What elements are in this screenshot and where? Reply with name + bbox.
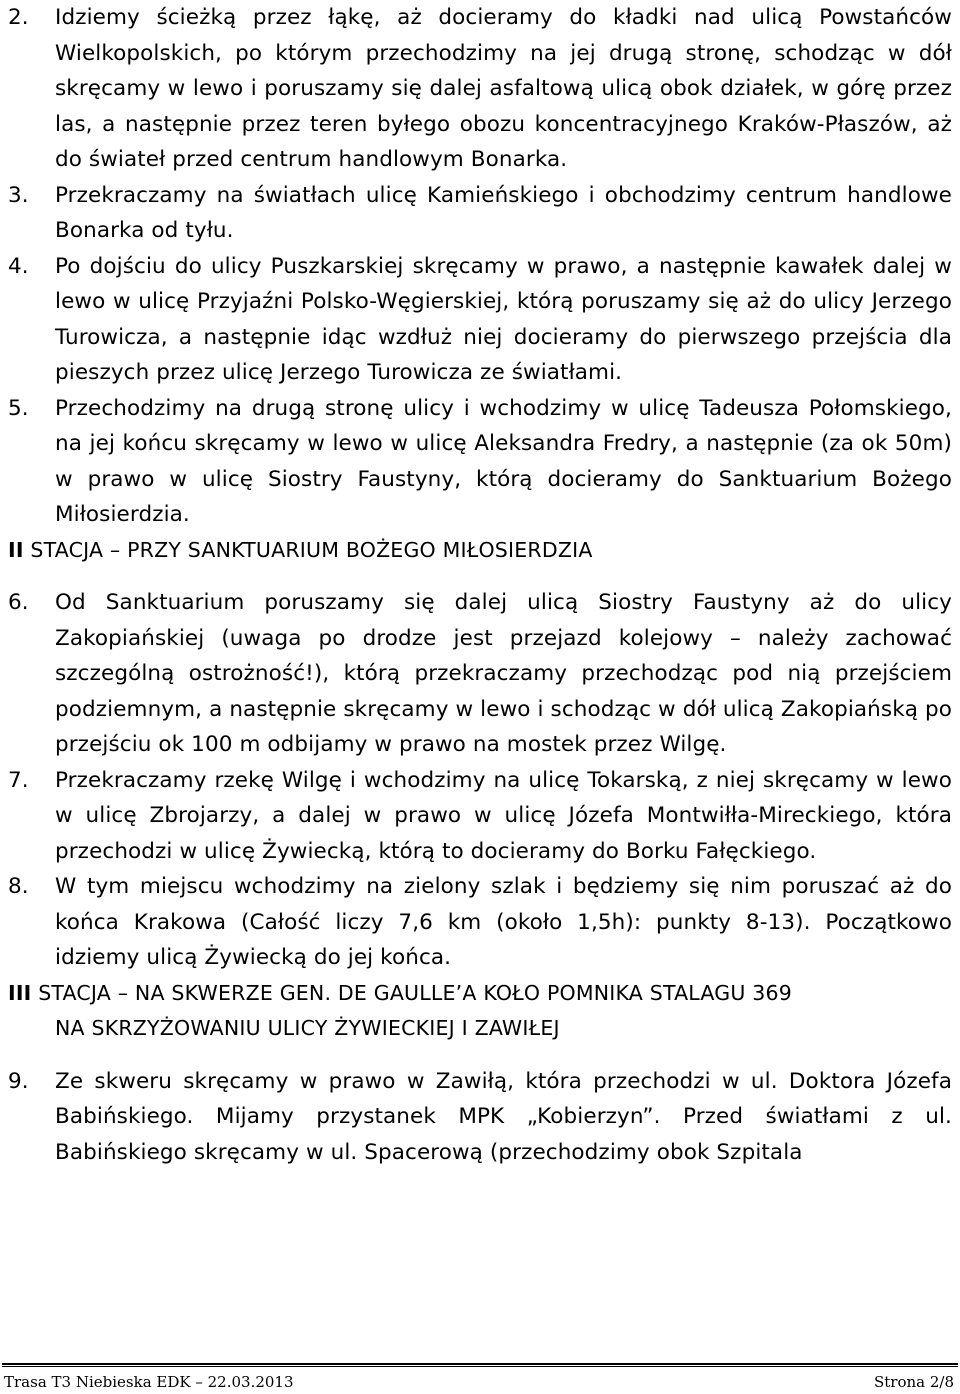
- list-item: [8, 178, 952, 249]
- item-text: W tym miejscu wchodzimy na zielony szlak i będziemy się nim poruszać aż do końca Krakowa (Całość liczy 7,6 km (około 1,5h): punkty 8-13). Początkowo idziemy ulicą Żywiecką do jej końca.: [55, 874, 952, 970]
- list-item: [8, 0, 952, 178]
- list-item: [8, 249, 952, 391]
- item-text: Idziemy ścieżką przez łąkę, aż docieramy do kładki nad ulicą Powstańców Wielkopolskich, po którym przechodzimy na jej drugą stronę, schodząc w dół skręcamy w lewo i poruszamy się dalej asfaltową ulicą obok działek, w górę przez las, a następnie przez teren byłego obozu koncentracyjnego Kraków-Płaszów, aż do świateł przed centrum handlowym Bonarka.: [55, 5, 952, 172]
- list-item: [8, 869, 952, 976]
- station-title: STACJA – PRZY SANKTUARIUM BOŻEGO MIŁOSIERDZIA: [23, 537, 593, 562]
- item-number: 7.: [8, 767, 29, 793]
- item-number: 8.: [8, 874, 29, 899]
- item-text: Przekraczamy na światłach ulicę Kamieńskiego i obchodzimy centrum handlowe Bonarka od tyłu.: [55, 182, 952, 243]
- footer-divider-thin: [2, 1366, 958, 1367]
- item-text: Od Sanktuarium poruszamy się dalej ulicą Siostry Faustyny aż do ulicy Zakopiańskiej (uwaga po drodze jest przejazd kolejowy – należy zachować szczególną ostrożność!), którą przekraczamy przechodząc pod nią przejściem podziemnym, a następnie skręcamy w lewo i schodząc w dół ulicą Zakopiańską po przejściu ok 100 m odbijamy w prawo na mostek przez Wilgę.: [55, 590, 952, 757]
- item-number: 2.: [8, 5, 29, 30]
- item-number: 5.: [8, 395, 29, 421]
- footer-title: Trasa T3 Niebieska EDK – 22.03.2013: [4, 1373, 294, 1391]
- station-number: III: [8, 980, 32, 1005]
- list-item: [8, 1064, 952, 1171]
- list-item: [8, 391, 952, 533]
- footer-divider: [2, 1363, 958, 1365]
- item-number: 3.: [8, 182, 29, 208]
- station-title: STACJA – NA SKWERZE GEN. DE GAULLE’A KOŁO POMNIKA STALAGU 369: [31, 980, 792, 1005]
- item-text: Przekraczamy rzekę Wilgę i wchodzimy na ulicę Tokarską, z niej skręcamy w lewo w ulicę Zbrojarzy, a dalej w prawo w ulicę Józefa Montwiłła-Mireckiego, która przechodzi w ulicę Żywiecką, którą to docieramy do Borku Fałęckiego.: [55, 767, 952, 864]
- item-number: 4.: [8, 253, 29, 279]
- station-heading-2: [8, 533, 952, 569]
- list-item: [8, 585, 952, 763]
- item-text: Po dojściu do ulicy Puszkarskiej skręcamy w prawo, a następnie kawałek dalej w lewo w ulicę Przyjaźni Polsko-Węgierskiej, którą poruszamy się aż do ulicy Jerzego Turowicza, a następnie idąc wzdłuż niej docieramy do pierwszego przejścia dla pieszych przez ulicę Jerzego Turowicza ze światłami.: [55, 253, 952, 385]
- item-text: Ze skweru skręcamy w prawo w Zawiłą, która przechodzi w ul. Doktora Józefa Babińskiego. Mijamy przystanek MPK „Kobierzyn”. Przed światłami z ul. Babińskiego skręcamy w ul. Spacerową (przechodzimy obok Szpitala: [55, 1068, 952, 1165]
- station-heading-3: [8, 976, 952, 1047]
- station-number: II: [8, 537, 24, 562]
- page-footer: [4, 1372, 954, 1392]
- document-body: [8, 0, 952, 1170]
- list-item: [8, 763, 952, 870]
- page-number: Strona 2/8: [873, 1373, 954, 1391]
- item-text: Przechodzimy na drugą stronę ulicy i wchodzimy w ulicę Tadeusza Połomskiego, na jej końcu skręcamy w lewo w ulicę Aleksandra Fredry, a następnie (za ok 50m) w prawo w ulicę Siostry Faustyny, którą docieramy do Sanktuarium Bożego Miłosierdzia.: [55, 395, 952, 527]
- station-title-continued: NA SKRZYŻOWANIU ULICY ŻYWIECKIEJ I ZAWIŁEJ: [55, 1016, 560, 1040]
- item-number: 9.: [8, 1068, 29, 1094]
- item-number: 6.: [8, 590, 29, 615]
